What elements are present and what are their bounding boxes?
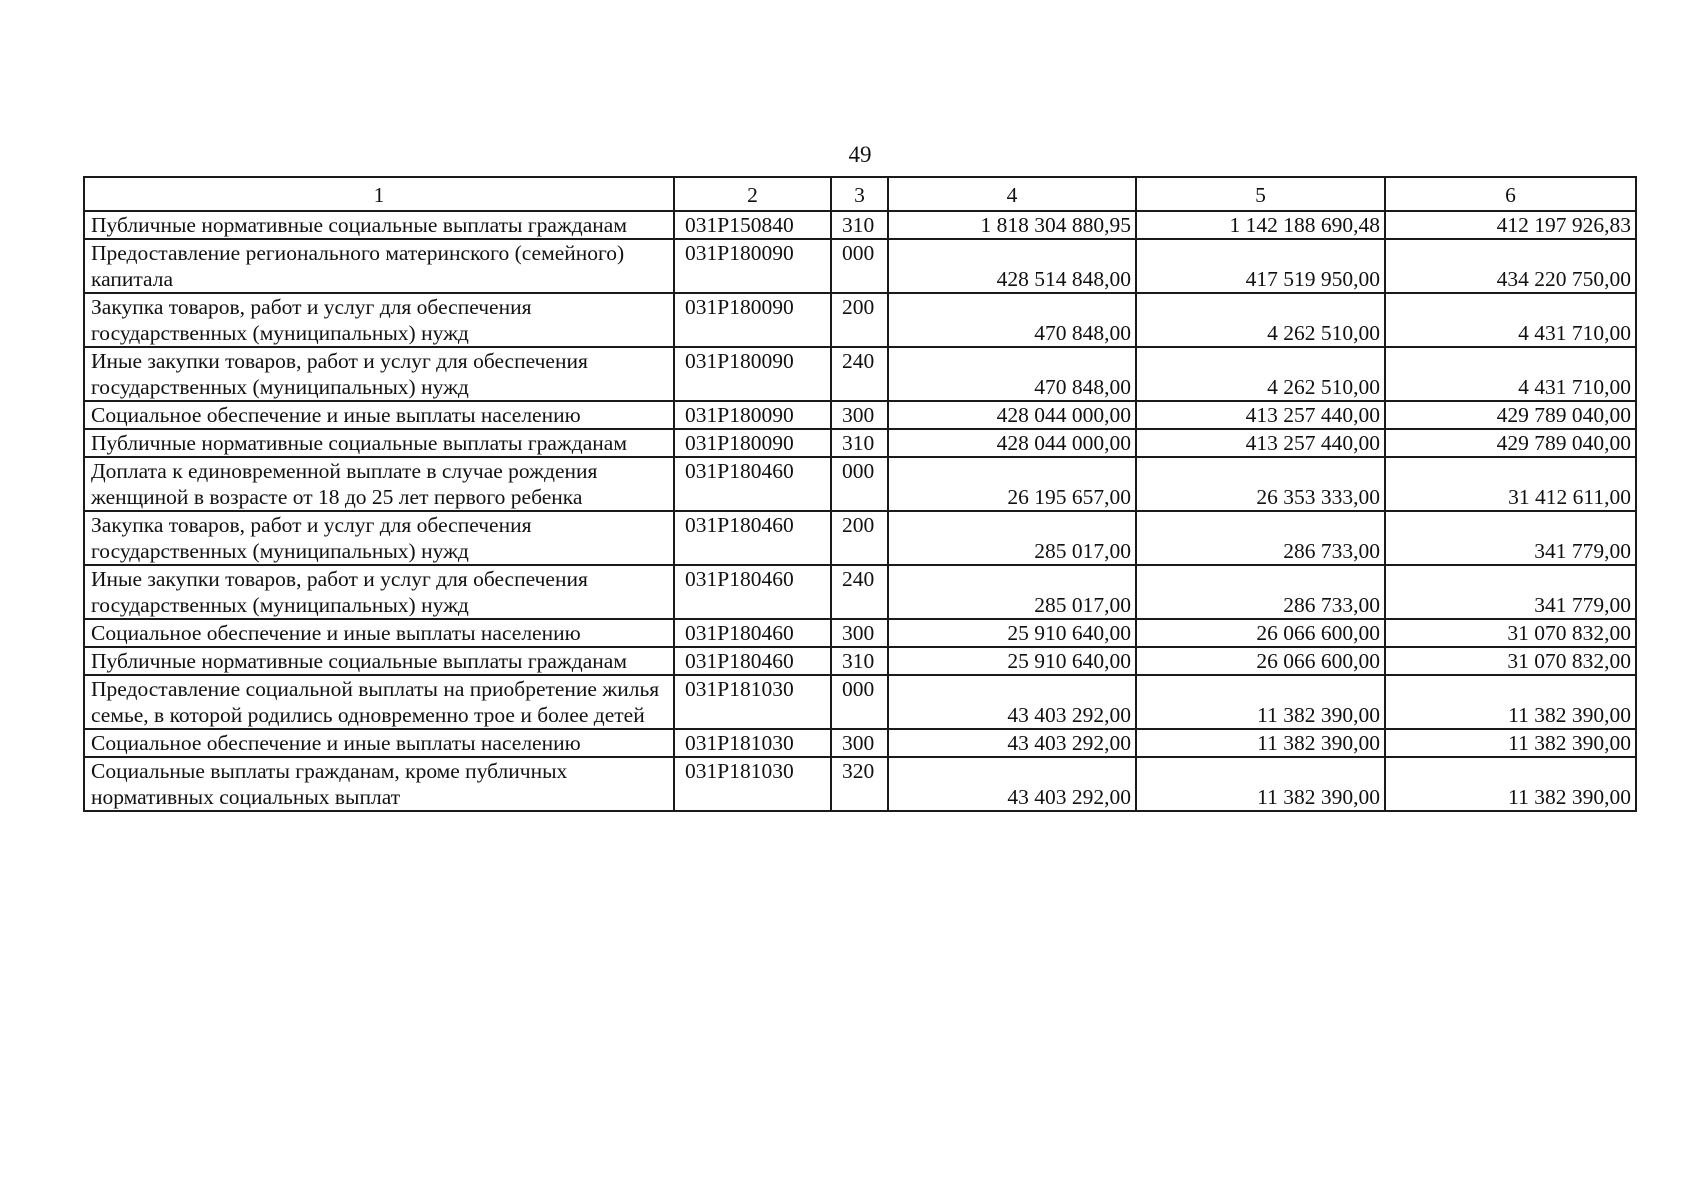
page-number: 49 — [848, 142, 872, 167]
table-row — [84, 457, 1636, 511]
row-amount-col4: 428 514 848,00 — [888, 239, 1136, 293]
row-amount-col6: 11 382 390,00 — [1385, 729, 1636, 757]
header-row — [84, 177, 1636, 211]
row-expense-type: 300 — [831, 619, 888, 647]
table-row — [84, 647, 1636, 675]
table-row — [84, 239, 1636, 293]
row-target-code: 031P150840 — [674, 211, 831, 239]
row-expense-type: 000 — [831, 675, 888, 729]
row-amount-col6: 4 431 710,00 — [1385, 347, 1636, 401]
row-amount-col4: 43 403 292,00 — [888, 675, 1136, 729]
row-amount-col5: 26 353 333,00 — [1136, 457, 1385, 511]
row-amount-col4: 25 910 640,00 — [888, 619, 1136, 647]
row-expense-type: 310 — [831, 211, 888, 239]
row-expense-type: 200 — [831, 293, 888, 347]
table-row — [84, 565, 1636, 619]
row-target-code: 031P181030 — [674, 757, 831, 811]
column-header-6: 6 — [1385, 177, 1636, 211]
row-target-code: 031P181030 — [674, 675, 831, 729]
table-row — [84, 729, 1636, 757]
row-expense-type: 310 — [831, 429, 888, 457]
row-name: Предоставление социальной выплаты на приобретение жилья семье, в которой родились одновременно трое и более детей — [84, 675, 674, 729]
row-expense-type: 300 — [831, 729, 888, 757]
row-amount-col6: 429 789 040,00 — [1385, 401, 1636, 429]
row-amount-col5: 11 382 390,00 — [1136, 675, 1385, 729]
row-amount-col4: 285 017,00 — [888, 565, 1136, 619]
row-target-code: 031P180460 — [674, 511, 831, 565]
row-amount-col5: 413 257 440,00 — [1136, 401, 1385, 429]
row-target-code: 031P180460 — [674, 565, 831, 619]
row-amount-col5: 417 519 950,00 — [1136, 239, 1385, 293]
row-amount-col5: 4 262 510,00 — [1136, 347, 1385, 401]
table-row — [84, 429, 1636, 457]
row-amount-col4: 285 017,00 — [888, 511, 1136, 565]
table-row — [84, 511, 1636, 565]
row-name: Социальное обеспечение и иные выплаты населению — [84, 401, 674, 429]
row-name: Публичные нормативные социальные выплаты гражданам — [84, 429, 674, 457]
row-target-code: 031P180090 — [674, 429, 831, 457]
row-name: Доплата к единовременной выплате в случае рождения женщиной в возрасте от 18 до 25 лет первого ребенка — [84, 457, 674, 511]
row-amount-col4: 470 848,00 — [888, 293, 1136, 347]
row-amount-col5: 4 262 510,00 — [1136, 293, 1385, 347]
row-target-code: 031P180090 — [674, 401, 831, 429]
row-name: Закупка товаров, работ и услуг для обеспечения государственных (муниципальных) нужд — [84, 293, 674, 347]
row-name: Публичные нормативные социальные выплаты гражданам — [84, 211, 674, 239]
budget-table — [83, 176, 1637, 812]
table-body — [84, 211, 1636, 811]
row-amount-col6: 341 779,00 — [1385, 511, 1636, 565]
row-amount-col6: 31 070 832,00 — [1385, 619, 1636, 647]
row-name: Иные закупки товаров, работ и услуг для обеспечения государственных (муниципальных) нужд — [84, 347, 674, 401]
row-expense-type: 310 — [831, 647, 888, 675]
table-row — [84, 401, 1636, 429]
row-amount-col6: 11 382 390,00 — [1385, 675, 1636, 729]
row-name: Иные закупки товаров, работ и услуг для обеспечения государственных (муниципальных) нужд — [84, 565, 674, 619]
row-name: Социальное обеспечение и иные выплаты населению — [84, 619, 674, 647]
column-header-4: 4 — [888, 177, 1136, 211]
row-target-code: 031P180090 — [674, 239, 831, 293]
row-amount-col6: 11 382 390,00 — [1385, 757, 1636, 811]
table-row — [84, 347, 1636, 401]
row-name: Социальные выплаты гражданам, кроме публичных нормативных социальных выплат — [84, 757, 674, 811]
row-expense-type: 300 — [831, 401, 888, 429]
table-row — [84, 675, 1636, 729]
row-target-code: 031P180460 — [674, 647, 831, 675]
column-header-2: 2 — [674, 177, 831, 211]
row-amount-col6: 31 070 832,00 — [1385, 647, 1636, 675]
table-header — [84, 177, 1636, 211]
table-row — [84, 293, 1636, 347]
row-amount-col4: 428 044 000,00 — [888, 401, 1136, 429]
row-amount-col4: 26 195 657,00 — [888, 457, 1136, 511]
row-name: Закупка товаров, работ и услуг для обеспечения государственных (муниципальных) нужд — [84, 511, 674, 565]
row-target-code: 031P180460 — [674, 619, 831, 647]
row-target-code: 031P181030 — [674, 729, 831, 757]
row-amount-col6: 434 220 750,00 — [1385, 239, 1636, 293]
row-amount-col6: 429 789 040,00 — [1385, 429, 1636, 457]
row-target-code: 031P180460 — [674, 457, 831, 511]
row-expense-type: 000 — [831, 457, 888, 511]
row-target-code: 031P180090 — [674, 293, 831, 347]
row-amount-col5: 11 382 390,00 — [1136, 757, 1385, 811]
row-expense-type: 000 — [831, 239, 888, 293]
row-amount-col4: 43 403 292,00 — [888, 729, 1136, 757]
row-expense-type: 240 — [831, 347, 888, 401]
row-amount-col5: 1 142 188 690,48 — [1136, 211, 1385, 239]
row-amount-col4: 25 910 640,00 — [888, 647, 1136, 675]
row-amount-col5: 286 733,00 — [1136, 565, 1385, 619]
row-expense-type: 320 — [831, 757, 888, 811]
column-header-5: 5 — [1136, 177, 1385, 211]
row-expense-type: 240 — [831, 565, 888, 619]
row-target-code: 031P180090 — [674, 347, 831, 401]
row-amount-col4: 1 818 304 880,95 — [888, 211, 1136, 239]
row-name: Социальное обеспечение и иные выплаты населению — [84, 729, 674, 757]
row-amount-col4: 43 403 292,00 — [888, 757, 1136, 811]
column-header-3: 3 — [831, 177, 888, 211]
table-row — [84, 757, 1636, 811]
column-header-1: 1 — [84, 177, 674, 211]
row-amount-col6: 31 412 611,00 — [1385, 457, 1636, 511]
row-amount-col5: 26 066 600,00 — [1136, 647, 1385, 675]
table-row — [84, 211, 1636, 239]
row-amount-col6: 412 197 926,83 — [1385, 211, 1636, 239]
row-name: Публичные нормативные социальные выплаты гражданам — [84, 647, 674, 675]
row-amount-col5: 413 257 440,00 — [1136, 429, 1385, 457]
row-amount-col5: 26 066 600,00 — [1136, 619, 1385, 647]
row-amount-col5: 286 733,00 — [1136, 511, 1385, 565]
row-amount-col6: 341 779,00 — [1385, 565, 1636, 619]
row-amount-col4: 470 848,00 — [888, 347, 1136, 401]
row-name: Предоставление регионального материнского (семейного) капитала — [84, 239, 674, 293]
row-expense-type: 200 — [831, 511, 888, 565]
row-amount-col5: 11 382 390,00 — [1136, 729, 1385, 757]
table-row — [84, 619, 1636, 647]
row-amount-col4: 428 044 000,00 — [888, 429, 1136, 457]
row-amount-col6: 4 431 710,00 — [1385, 293, 1636, 347]
